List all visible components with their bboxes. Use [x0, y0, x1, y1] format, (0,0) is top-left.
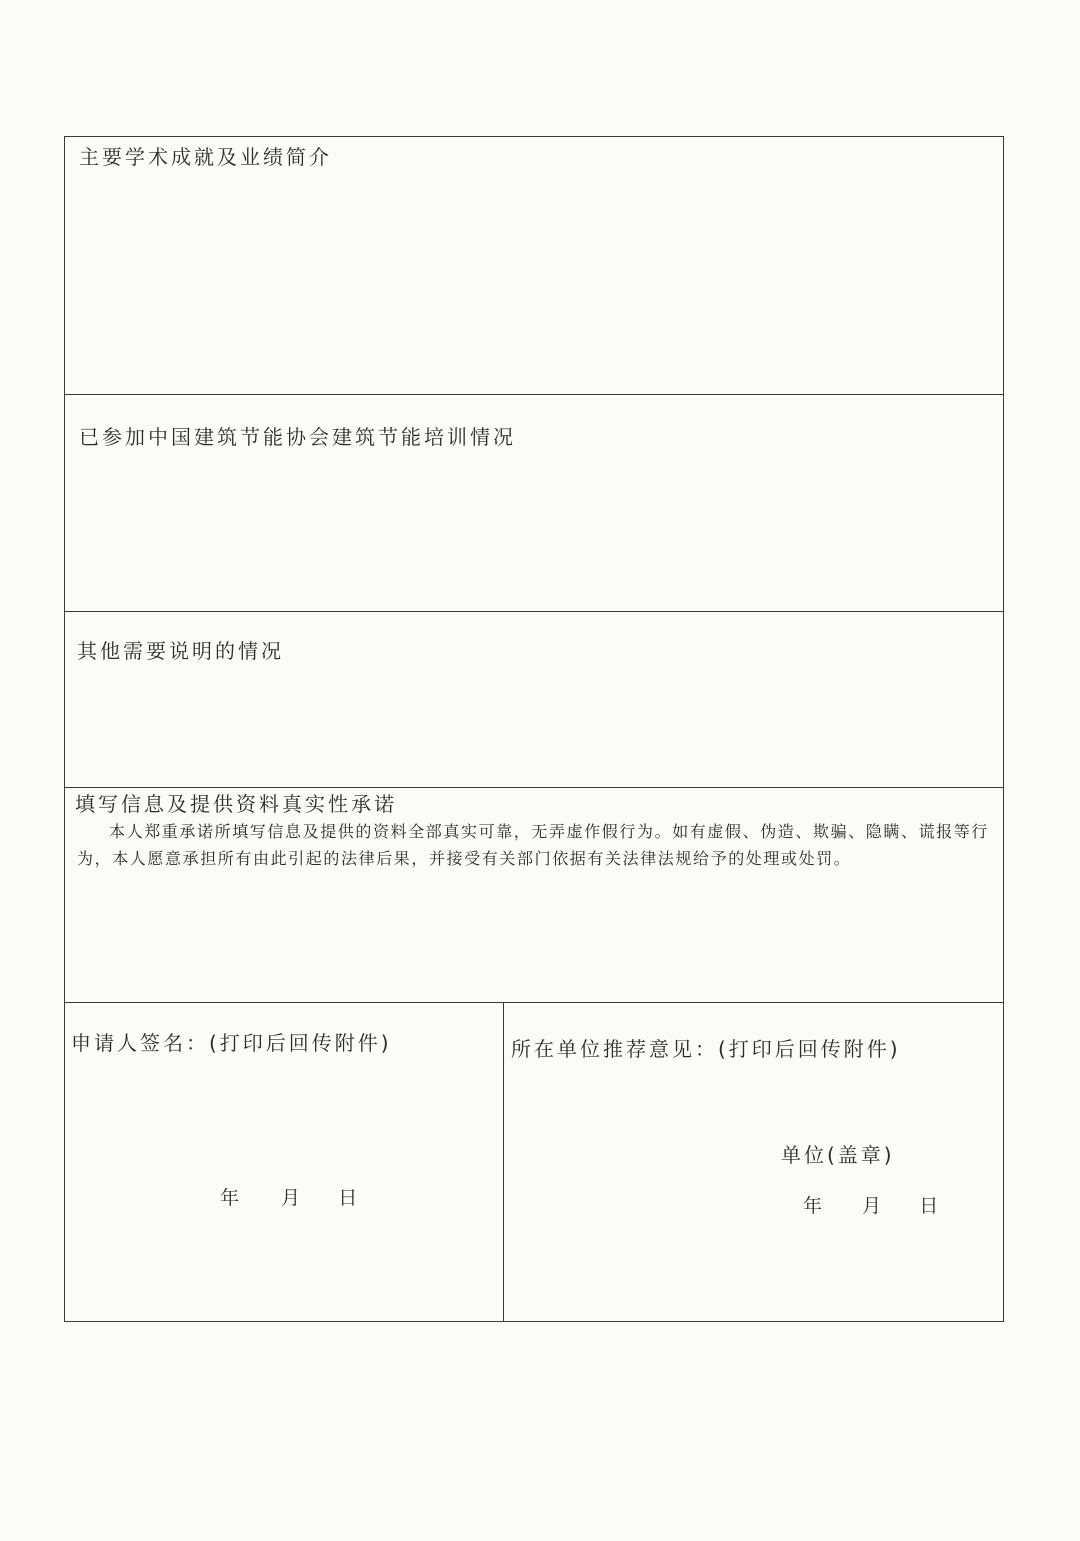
application-form-table: [64, 136, 1004, 1322]
employer-seal-label: 单位(盖章): [781, 1143, 895, 1167]
applicant-year: 年: [220, 1187, 240, 1209]
employer-recommendation-label: 所在单位推荐意见：(打印后回传附件): [511, 1037, 901, 1061]
employer-date: [803, 1191, 938, 1218]
signature-divider: [503, 1003, 504, 1321]
applicant-signature-label: 申请人签名：(打印后回传附件): [71, 1031, 392, 1055]
training-label: 已参加中国建筑节能协会建筑节能培训情况: [79, 425, 516, 449]
employer-year: 年: [803, 1195, 823, 1217]
employer-recommendation-cell: [505, 1003, 1003, 1321]
applicant-date: [220, 1183, 357, 1210]
other-notes-label: 其他需要说明的情况: [77, 639, 284, 663]
applicant-signature-cell: [65, 1003, 503, 1321]
commitment-label: 填写信息及提供资料真实性承诺: [75, 792, 397, 816]
applicant-day: 日: [338, 1187, 358, 1209]
commitment-section: [65, 788, 1003, 1003]
achievements-section: [65, 137, 1003, 395]
other-notes-section: [65, 612, 1003, 788]
employer-month: 月: [862, 1195, 882, 1217]
commitment-text: 本人郑重承诺所填写信息及提供的资料全部真实可靠，无弄虚作假行为。如有虚假、伪造、欺骗、隐瞒、谎报等行为，本人愿意承担所有由此引起的法律后果，并接受有关部门依据有关法律法规给予的处理或处罚。: [77, 822, 990, 868]
training-section: [65, 395, 1003, 612]
achievements-label: 主要学术成就及业绩简介: [79, 145, 332, 169]
applicant-month: 月: [281, 1187, 301, 1209]
employer-day: 日: [919, 1195, 939, 1217]
